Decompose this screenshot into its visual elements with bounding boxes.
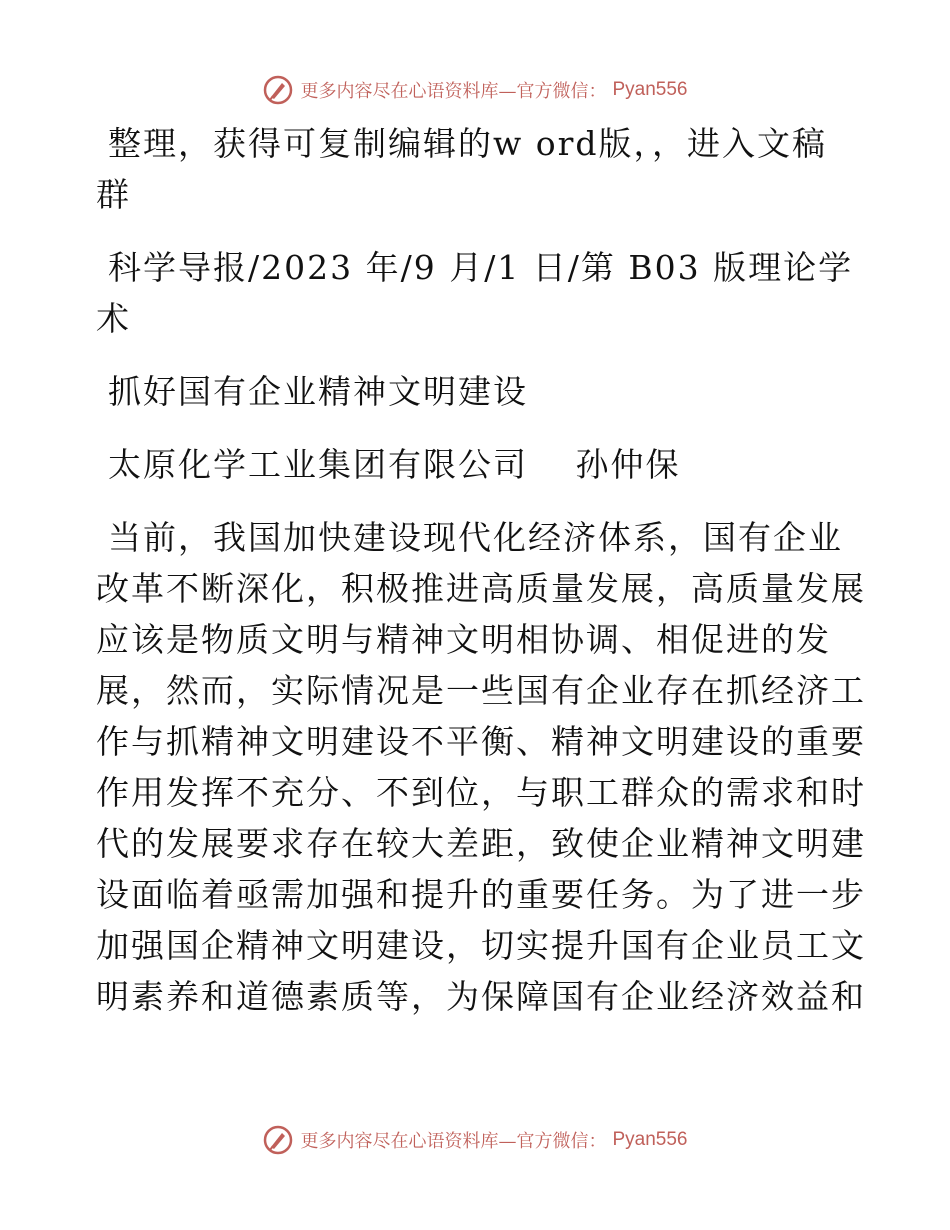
text-line: 整理，获得可复制编辑的w ord版，，进入文稿 — [108, 124, 828, 163]
text-line: 群 — [96, 175, 131, 214]
quill-logo-icon — [262, 1124, 294, 1156]
text-line: 明素养和道德素质等，为保障国有企业经济效益和 — [96, 977, 866, 1016]
text-line: 应该是物质文明与精神文明相协调、相促进的发 — [96, 620, 831, 659]
text-line: 加强国企精神文明建设，切实提升国有企业员工文 — [96, 926, 866, 965]
article-title — [96, 366, 856, 417]
document-body — [96, 118, 866, 1022]
text-line: 术 — [96, 299, 131, 338]
text-line: 设面临着亟需加强和提升的重要任务。为了进一步 — [96, 875, 866, 914]
quill-logo-icon — [262, 74, 294, 106]
footer-banner-text: 更多内容尽在心语资料库—官方微信： — [300, 1131, 607, 1152]
footer-banner — [0, 1122, 950, 1158]
text-line: 作与抓精神文明建设不平衡、精神文明建设的重要 — [96, 722, 866, 761]
text-line: 作用发挥不充分、不到位，与职工群众的需求和时 — [96, 773, 866, 812]
article-author — [96, 439, 856, 490]
paragraph-body — [96, 512, 866, 1022]
text-line: 改革不断深化，积极推进高质量发展，高质量发展 — [96, 569, 866, 608]
text-line: 科学导报/2023 年/9 月/1 日/第 B03 版理论学 — [108, 248, 854, 287]
text-line: 代的发展要求存在较大差距，致使企业精神文明建 — [96, 824, 866, 863]
footer-banner-id: Pyan556 — [612, 1129, 688, 1150]
header-banner-text: 更多内容尽在心语资料库—官方微信： — [300, 81, 607, 102]
header-banner — [0, 72, 950, 108]
text-line: 展，然而，实际情况是一些国有企业存在抓经济工 — [96, 671, 866, 710]
text-line: 当前，我国加快建设现代化经济体系，国有企业 — [108, 518, 843, 557]
header-banner-id: Pyan556 — [612, 79, 688, 100]
paragraph-publication — [96, 242, 856, 344]
paragraph-source-note — [96, 118, 856, 220]
text-line: 抓好国有企业精神文明建设 — [108, 372, 528, 411]
text-line: 太原化学工业集团有限公司 孙仲保 — [108, 445, 681, 484]
